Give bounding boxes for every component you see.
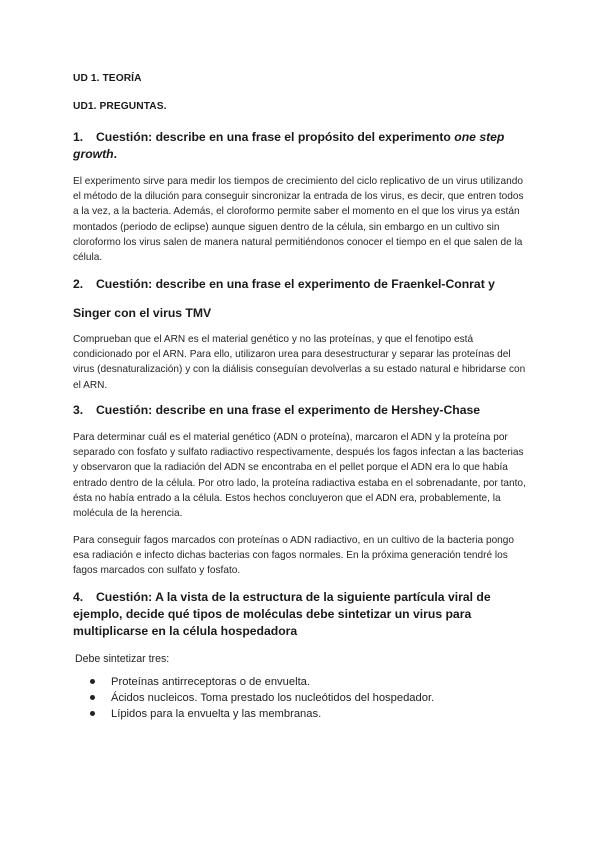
- question-1-end: .: [113, 147, 118, 161]
- answer-3-paragraph-1: Para determinar cuál es el material genético (ADN o proteína), marcaron el ADN y la proteína por separado con fosfato y sulfato radiactivo respectivamente, después los fagos infectan a las bacterias y observaron que la radiación del ADN se encontraba en el pellet porque el ADN era lo que había entrado dentro de la célula. Por otro lado, la proteína radiactiva estaba en el sobrenadante, por tanto, ésta no había entrado a la célula. Estos hechos concluyeron que el ADN era, probablemente, la molécula de la herencia.: [73, 432, 526, 520]
- question-2-number: 2.: [73, 277, 84, 291]
- question-4-number: 4.: [73, 590, 84, 604]
- answer-4-intro: Debe sintetizar tres:: [75, 653, 170, 665]
- question-4-heading: [73, 589, 531, 640]
- question-1-emphasis: one step growth: [73, 130, 505, 161]
- list-item: Lípidos para la envuelta y las membranas.: [90, 706, 510, 722]
- bullet-icon: [90, 695, 95, 700]
- answer-1: El experimento sirve para medir los tiempos de crecimiento del ciclo replicativo de un virus utilizando el método de la dilución para conseguir sincronizar la entrada de los virus, es decir, que entren todos a la vez, a la bacteria. Además, el cloroformo permite saber el momento en el que los virus ya están montados (periodo de eclipse) aunque siguen dentro de la célula, sin embargo en un cultivo sin cloroformo los virus salen de manera natural permitiéndonos conocer el tiempo en el que salen de la célula.: [73, 176, 524, 264]
- unit-title: UD 1. TEORÍA: [73, 73, 142, 84]
- question-2-heading: [73, 276, 531, 293]
- answer-3-paragraph-2: Para conseguir fagos marcados con proteínas o ADN radiactivo, en un cultivo de la bacteria pongo esa radiación e infecto dichas bacterias con fagos normales. En la próxima generación tendré los fagos marcados con sulfato y fosfato.: [73, 535, 515, 577]
- list-item: Proteínas antirreceptoras o de envuelta.: [90, 674, 510, 690]
- answer-4-list: [90, 674, 510, 723]
- question-3-heading: [73, 402, 531, 419]
- list-item: Ácidos nucleicos. Toma prestado los nucleótidos del hospedador.: [90, 690, 510, 706]
- question-4-text: Cuestión: A la vista de la estructura de la siguiente partícula viral de ejemplo, decide qué tipos de moléculas debe sintetizar un virus para multiplicarse en la célula hospedadora: [73, 590, 491, 638]
- question-1-heading: [73, 129, 531, 163]
- question-3-number: 3.: [73, 403, 84, 417]
- question-1-number: 1.: [73, 130, 84, 144]
- bullet-icon: [90, 711, 95, 716]
- bullet-icon: [90, 679, 95, 684]
- question-2-heading-continued: Singer con el virus TMV: [73, 306, 212, 320]
- question-3-text: Cuestión: describe en una frase el experimento de Hershey-Chase: [96, 403, 481, 417]
- question-2-text: Cuestión: describe en una frase el experimento de Fraenkel-Conrat y: [96, 277, 495, 291]
- question-1-text: Cuestión: describe en una frase el propósito del experimento: [96, 130, 455, 144]
- answer-2: Comprueban que el ARN es el material genético y no las proteínas, y que el fenotipo está condicionado por el ARN. Para ello, utilizaron urea para desestructurar y separar las proteínas del virus (desnaturalización) y con la diálisis conseguían devolverlas a su estado natural e hibridarse con el ARN.: [73, 334, 526, 391]
- section-title: UD1. PREGUNTAS.: [73, 101, 167, 112]
